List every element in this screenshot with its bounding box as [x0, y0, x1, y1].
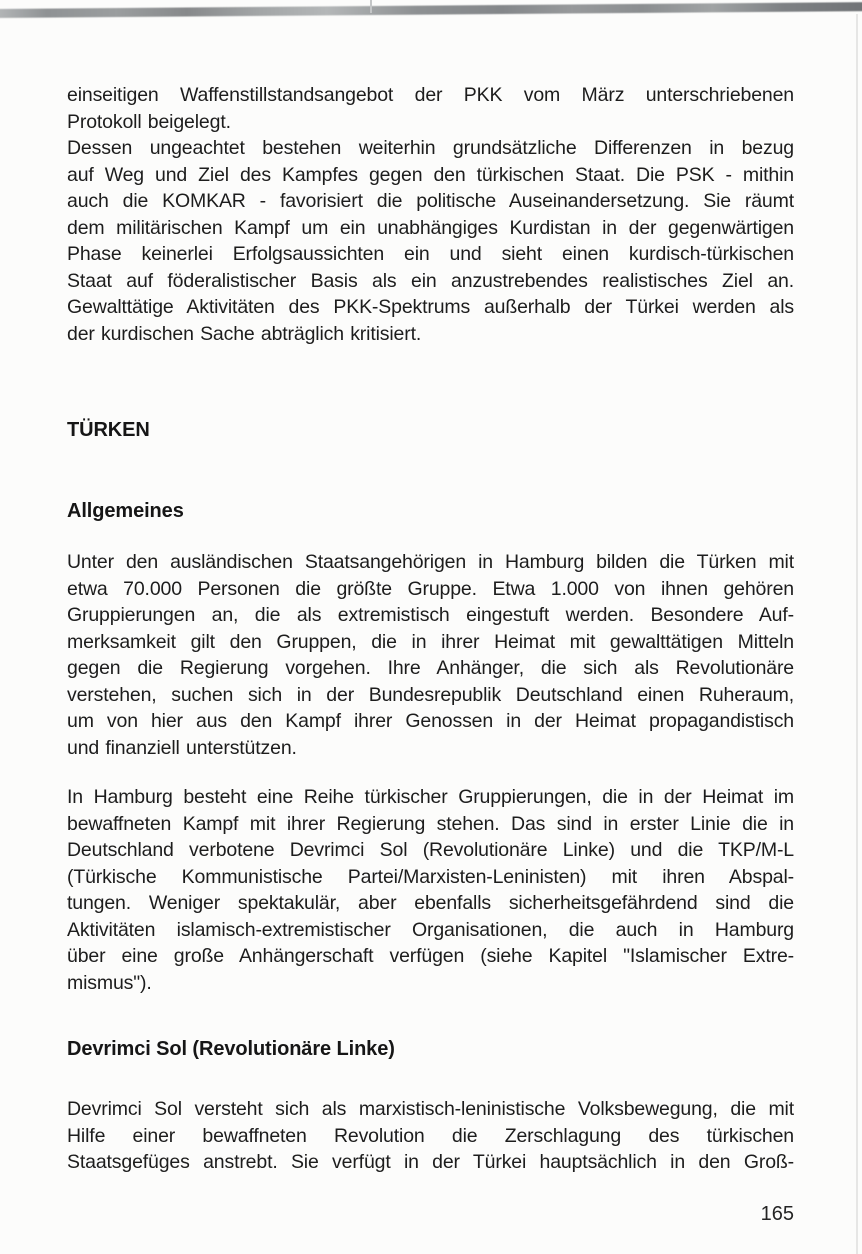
text-line: merksamkeit gilt den Gruppen, die in ihrer Heimat mit gewalttätigen Mitteln: [67, 630, 794, 653]
text-line: Phase keinerlei Erfolgsaussichten ein und sieht einen kurdisch-türkischen: [67, 243, 794, 265]
text-line: Unter den ausländischen Staatsangehörigen in Hamburg bilden die Türken mit: [67, 551, 794, 573]
paragraph-differenzen: [67, 135, 794, 347]
paragraph-allgemeines: [67, 549, 794, 761]
scanner-edge-strip-artifact: [0, 2, 862, 18]
text-line: Staatsgefüges anstrebt. Sie verfügt in der Türkei hauptsächlich in den Groß-: [67, 1151, 794, 1173]
text-line: Gewalttätige Aktivitäten des PKK-Spektrums außerhalb der Türkei werden als: [67, 296, 794, 318]
scan-tick-artifact: [370, 0, 372, 13]
text-line: Protokoll beigelegt.: [67, 110, 231, 133]
page-edge-shadow: [856, 14, 858, 1254]
subsection-heading-allgemeines: Allgemeines: [67, 500, 184, 522]
text-line: Deutschland verbotene Devrimci Sol (Revolutionäre Linke) und die TKP/M-L: [67, 839, 794, 861]
text-line: gegen die Regierung vorgehen. Ihre Anhänger, die sich als Revolutionäre: [67, 657, 794, 679]
paragraph-pkk-continuation: [67, 82, 794, 135]
subsection-heading-devrimci-sol: Devrimci Sol (Revolutionäre Linke): [67, 1038, 395, 1060]
paragraph-devrimci-sol: [67, 1096, 794, 1176]
text-line: einseitigen Waffenstillstandsangebot der PKK vom März unterschriebenen: [67, 84, 794, 106]
text-line: Gruppierungen an, die als extremistisch eingestuft werden. Besondere Auf-: [67, 604, 794, 626]
text-line: Dessen ungeachtet bestehen weiterhin grundsätzliche Differenzen in bezug: [67, 137, 794, 159]
page-number: 165: [760, 1203, 794, 1225]
text-line: verstehen, suchen sich in der Bundesrepublik Deutschland einen Ruheraum,: [67, 683, 794, 706]
text-line: mismus").: [67, 971, 152, 994]
text-line: bewaffneten Kampf mit ihrer Regierung stehen. Das sind in erster Linie die in: [67, 812, 794, 835]
text-line: etwa 70.000 Personen die größte Gruppe. Etwa 1.000 von ihnen gehören: [67, 577, 794, 600]
text-line: dem militärischen Kampf um ein unabhängiges Kurdistan in der gegenwärtigen: [67, 216, 794, 239]
text-line: Staat auf föderalistischer Basis als ein anzustrebendes realistisches Ziel an.: [67, 269, 794, 292]
text-line: Hilfe einer bewaffneten Revolution die Zerschlagung des türkischen: [67, 1124, 794, 1147]
section-heading-turken: TÜRKEN: [67, 419, 150, 441]
text-line: über eine große Anhängerschaft verfügen (siehe Kapitel "Islamischer Extre-: [67, 945, 794, 967]
text-line: In Hamburg besteht eine Reihe türkischer Gruppierungen, die in der Heimat im: [67, 786, 794, 808]
text-line: auf Weg und Ziel des Kampfes gegen den türkischen Staat. Die PSK - mithin: [67, 163, 794, 186]
text-line: tungen. Weniger spektakulär, aber ebenfalls sicherheitsgefährdend sind die: [67, 892, 794, 914]
text-line: Devrimci Sol versteht sich als marxistisch-leninistische Volksbewegung, die mit: [67, 1098, 794, 1120]
paragraph-hamburg-gruppierungen: [67, 784, 794, 996]
text-line: Aktivitäten islamisch-extremistischer Organisationen, die auch in Hamburg: [67, 918, 794, 941]
text-line: auch die KOMKAR - favorisiert die politische Auseinandersetzung. Sie räumt: [67, 190, 794, 212]
text-line: der kurdischen Sache abträglich kritisiert.: [67, 322, 422, 345]
text-line: und finanziell unterstützen.: [67, 736, 297, 759]
text-line: (Türkische Kommunistische Partei/Marxisten-Leninisten) mit ihren Abspal-: [67, 865, 794, 888]
text-line: um von hier aus den Kampf ihrer Genossen in der Heimat propagandistisch: [67, 710, 794, 732]
